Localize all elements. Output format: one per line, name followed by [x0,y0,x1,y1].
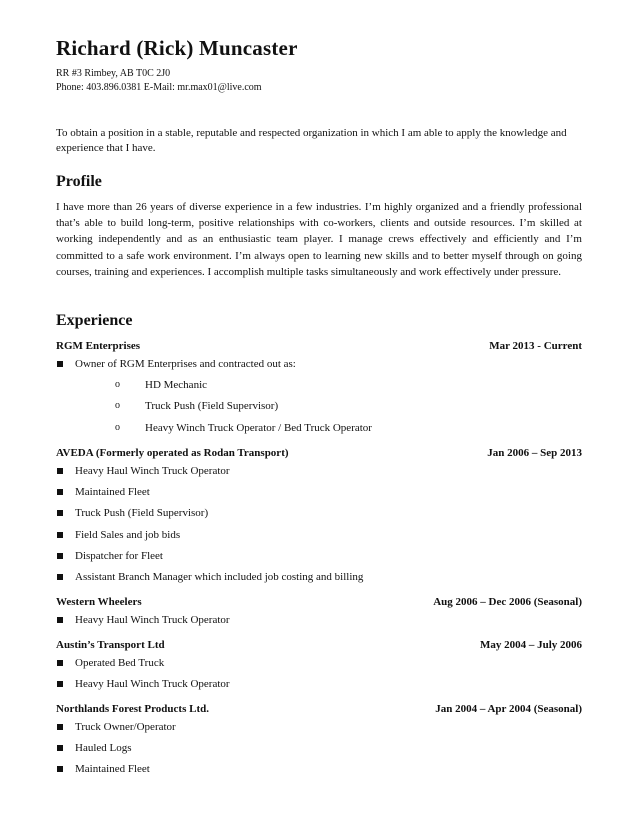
square-bullet-icon [57,532,63,538]
job-header [56,595,582,609]
job-sub-bullet: o Heavy Winch Truck Operator / Bed Truck Operator [115,421,372,434]
job-bullet: Truck Push (Field Supervisor) [56,506,582,527]
profile-heading: Profile [56,173,102,190]
objective-statement: To obtain a position in a stable, reputable and respected organization in which I am able to apply the knowledge and experience that I have. [56,127,567,154]
job-bullet: Heavy Haul Winch Truck Operator [56,677,582,698]
experience-heading: Experience [56,312,133,329]
job-bullet: Dispatcher for Fleet [56,549,582,570]
job-dates: Jan 2004 – Apr 2004 (Seasonal) [435,703,582,715]
job-bullet: Heavy Haul Winch Truck Operator [56,464,582,485]
job-header [56,702,582,716]
job-sub-bullet: o HD Mechanic [115,379,208,392]
job-dates: May 2004 – July 2006 [479,639,582,651]
square-bullet-icon [57,468,63,474]
job-dates: Mar 2013 - Current [489,340,582,352]
job-company: Austin’s Transport Ltd [56,639,165,651]
job-bullet: Operated Bed Truck [56,656,582,677]
square-bullet-icon [57,660,63,666]
job-company: AVEDA (Formerly operated as Rodan Transport) [56,447,289,459]
job-company: Northlands Forest Products Ltd. [56,703,209,715]
square-bullet-icon [57,724,63,730]
square-bullet-icon [57,574,63,580]
job-company: Western Wheelers [56,596,142,608]
square-bullet-icon [57,553,63,559]
job-dates: Jan 2006 – Sep 2013 [487,447,582,459]
square-bullet-icon [57,489,63,495]
job-entry [56,595,582,634]
job-bullet: Maintained Fleet [56,762,582,783]
job-entry [56,702,582,784]
square-bullet-icon [57,510,63,516]
contact-block [56,67,262,95]
job-header [56,339,582,353]
job-header [56,446,582,460]
job-entry [56,446,582,591]
job-company: RGM Enterprises [56,340,141,352]
square-bullet-icon [57,681,63,687]
phone-email-line: Phone: 403.896.0381 E-Mail: mr.max01@live.com [56,82,262,93]
job-bullet: Truck Owner/Operator [56,720,582,741]
circle-bullet-icon: o [115,421,120,433]
job-bullet: Maintained Fleet [56,485,582,506]
job-entry [56,638,582,698]
job-header [56,638,582,652]
square-bullet-icon [57,361,63,367]
job-bullet: Assistant Branch Manager which included job costing and billing [56,570,582,591]
job-bullet: Hauled Logs [56,741,582,762]
job-bullet: Owner of RGM Enterprises and contracted out as: [56,357,582,378]
candidate-name: Richard (Rick) Muncaster [56,36,298,60]
job-entry [56,339,582,442]
job-bullet: Field Sales and job bids [56,528,582,549]
job-dates: Aug 2006 – Dec 2006 (Seasonal) [433,596,582,608]
circle-bullet-icon: o [115,379,120,391]
job-sub-bullet: o Truck Push (Field Supervisor) [115,400,279,413]
square-bullet-icon [57,766,63,772]
address-line: RR #3 Rimbey, AB T0C 2J0 [56,68,171,79]
square-bullet-icon [57,745,63,751]
job-bullet: Heavy Haul Winch Truck Operator [56,613,582,634]
circle-bullet-icon: o [115,400,120,412]
square-bullet-icon [57,617,63,623]
profile-text: I have more than 26 years of diverse experience in a few industries. I’m highly organized and a friendly professional that’s able to build long-term, positive relationships with co-workers, clients and outside resources. I’m skilled at working independently and as an enthusiastic team player. I manage crews effectively and efficiently and I’m committed to a safe work environment. I’m always open to learning new skills and to better myself through on going courses, training and experiences. I accomplish multiple tasks simultaneously and work effectively under pressure. [56,201,582,278]
